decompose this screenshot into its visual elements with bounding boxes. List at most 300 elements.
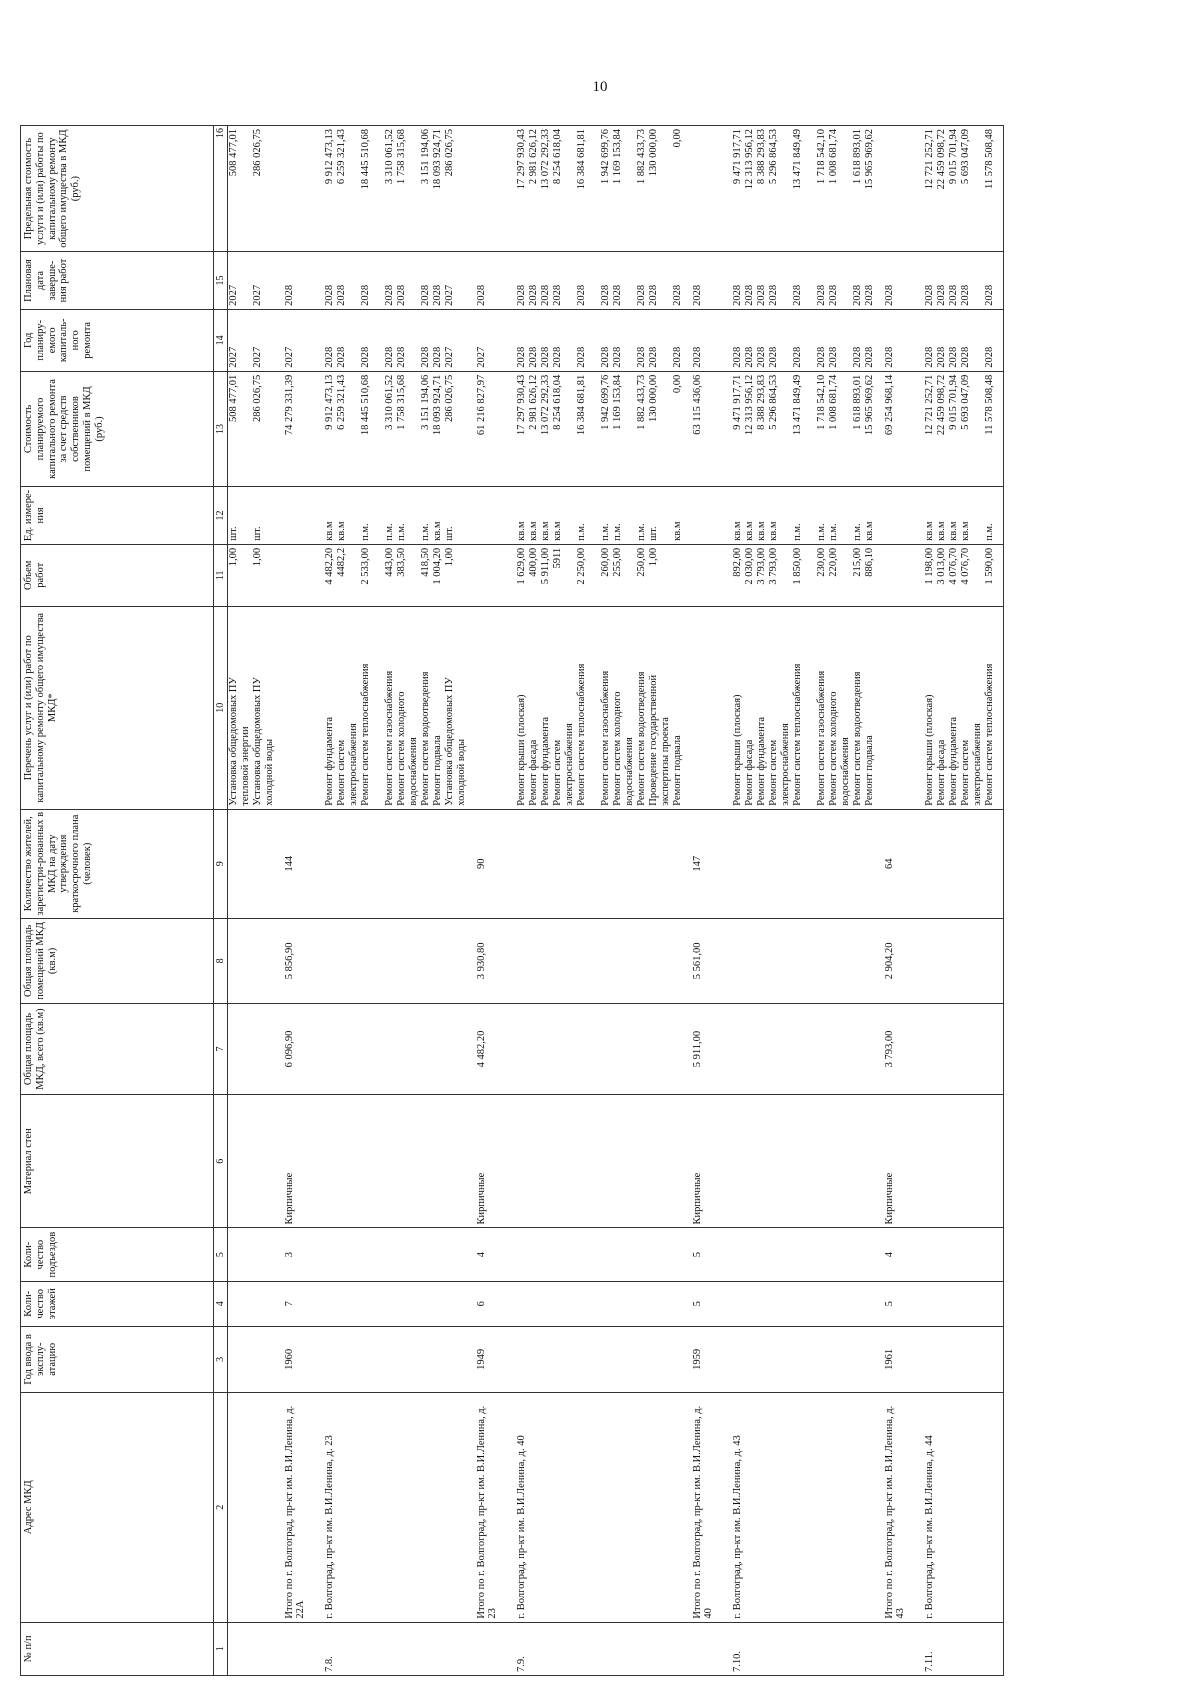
repair-year: 2028: [527, 346, 539, 368]
total-row: [284, 126, 324, 1676]
repair-year: 2027: [283, 346, 295, 368]
repair-year: [972, 313, 984, 368]
total-row: [884, 126, 924, 1676]
completion-date: [840, 255, 852, 306]
wall-material: Кирпичные: [284, 1094, 324, 1228]
work-item: электроснабжения: [971, 723, 983, 806]
work-item: Ремонт систем холодного: [827, 691, 839, 806]
work-volume: 1 850,00: [791, 547, 803, 585]
completion-date: 2028: [863, 284, 875, 306]
total-row: [692, 126, 732, 1676]
repair-year: [840, 313, 852, 368]
address: Итого по г. Волгоград, пр-кт им. В.И.Ленина, д. 23: [476, 1392, 516, 1622]
resident-count: 147: [692, 809, 732, 918]
unit-of-measure: [840, 490, 852, 541]
limit-cost: 22 459 098,72: [935, 129, 947, 190]
work-volume: [456, 548, 468, 603]
work-volume: 1,00: [443, 547, 455, 567]
work-item: Ремонт систем газоснабжения: [599, 670, 611, 806]
limit-cost-cell: [476, 126, 516, 252]
planned-cost: 5 296 864,53: [767, 374, 779, 430]
unit-of-measure-cell: [924, 487, 1004, 545]
work-item: Ремонт систем теплоснабжения: [359, 663, 371, 806]
work-volume-cell: [692, 544, 732, 606]
planned-cost: 1 718 542,10: [815, 374, 827, 430]
unit-of-measure: кв.м: [539, 521, 551, 541]
work-item-cell: [924, 606, 1004, 809]
header-cell: Год планиру-емого капиталь-ного ремонта: [21, 309, 214, 371]
resident-count: [924, 809, 1004, 918]
completion-date: 2028: [755, 284, 767, 306]
work-volume: 4 076,70: [947, 547, 959, 585]
completion-date: [348, 255, 360, 306]
work-item: Ремонт систем газоснабжения: [815, 670, 827, 806]
unit-of-measure: кв.м: [323, 521, 335, 541]
row-number: [692, 1622, 732, 1675]
build-year: 1959: [692, 1326, 732, 1392]
planned-cost: 69 254 968,14: [883, 374, 895, 436]
column-number: 6: [214, 1094, 228, 1228]
header-cell: Ед. измере-ния: [21, 487, 214, 545]
completion-date: 2028: [767, 284, 779, 306]
floor-count: 6: [476, 1281, 516, 1326]
planned-cost: [840, 375, 852, 483]
planned-cost-cell: [516, 371, 692, 486]
planned-cost: 9 015 701,94: [947, 374, 959, 430]
work-item: Ремонт фундамента: [755, 716, 767, 806]
work-item: Ремонт крыши (плоская): [923, 694, 935, 806]
work-item-cell: [732, 606, 884, 809]
work-volume-cell: [324, 544, 476, 606]
floor-count: 7: [284, 1281, 324, 1326]
repair-year-cell: [284, 309, 324, 371]
unit-of-measure: [780, 490, 792, 541]
premises-area: [324, 918, 476, 1003]
work-item: Установка общедомовых ПУ: [252, 677, 264, 806]
completion-date: 2028: [827, 284, 839, 306]
work-volume: 230,00: [815, 547, 827, 577]
limit-cost: 0,00: [671, 129, 683, 148]
table-header-row: [21, 126, 214, 1676]
completion-date: [780, 255, 792, 306]
planned-cost-cell: [228, 371, 284, 486]
repair-year: 2028: [671, 346, 683, 368]
work-volume: [372, 548, 384, 603]
work-volume: 4 076,70: [959, 547, 971, 585]
work-volume: [672, 548, 684, 603]
total-area: [324, 1004, 476, 1095]
work-volume-cell: [516, 544, 692, 606]
repair-year: 2028: [959, 346, 971, 368]
work-item: водоснабжения: [839, 737, 851, 806]
work-item: Ремонт систем водоотведения: [635, 671, 647, 806]
work-item-cell: [476, 606, 516, 809]
total-area: [228, 1004, 284, 1095]
floor-count: 5: [692, 1281, 732, 1326]
work-item: [372, 610, 384, 806]
limit-cost: 508 477,01: [228, 129, 240, 177]
resident-count: [732, 809, 884, 918]
row-number: 7.9.: [516, 1622, 692, 1675]
planned-cost: 2 981 626,12: [527, 374, 539, 430]
repair-year: 2028: [383, 346, 395, 368]
entrance-count: 3: [284, 1228, 324, 1281]
repair-year: 2028: [359, 346, 371, 368]
unit-of-measure: п.м.: [419, 523, 431, 541]
repair-year: 2028: [731, 346, 743, 368]
repair-year: 2028: [431, 346, 443, 368]
unit-of-measure: кв.м: [743, 521, 755, 541]
total-area: 3 793,00: [884, 1004, 924, 1095]
completion-date: 2028: [551, 284, 563, 306]
row-number: 7.8.: [324, 1622, 476, 1675]
premises-area: [228, 918, 284, 1003]
completion-date: 2028: [575, 284, 587, 306]
completion-date: 2028: [731, 284, 743, 306]
work-volume: 1 590,00: [983, 547, 995, 585]
completion-date: [240, 255, 252, 306]
planned-cost: 6 259 321,43: [335, 374, 347, 430]
completion-date: 2028: [515, 284, 527, 306]
work-item-cell: [228, 606, 284, 809]
completion-date: [408, 255, 420, 306]
row-number: 7.11.: [924, 1622, 1004, 1675]
planned-cost: [240, 375, 252, 483]
limit-cost: 18 445 510,68: [359, 129, 371, 190]
total-area: 6 096,90: [284, 1004, 324, 1095]
planned-cost: 63 115 436,06: [691, 374, 703, 435]
limit-cost: 11 578 508,48: [983, 129, 995, 189]
work-volume: 1,00: [252, 547, 264, 567]
limit-cost: 16 384 681,81: [575, 129, 587, 190]
work-volume: 2 533,00: [359, 547, 371, 585]
unit-of-measure: п.м.: [575, 523, 587, 541]
work-item: Проведение государственной: [647, 674, 659, 806]
work-item-cell: [692, 606, 732, 809]
work-item: водоснабжения: [623, 737, 635, 806]
planned-cost: 11 578 508,48: [983, 374, 995, 435]
build-year: [324, 1326, 476, 1392]
entrance-count: [732, 1228, 884, 1281]
planned-cost-cell: [324, 371, 476, 486]
limit-cost: 3 310 061,52: [383, 129, 395, 185]
planned-cost: 286 026,75: [252, 374, 264, 423]
unit-of-measure: п.м.: [383, 523, 395, 541]
wall-material: Кирпичные: [692, 1094, 732, 1228]
completion-date: 2027: [443, 284, 455, 306]
build-year: 1960: [284, 1326, 324, 1392]
repair-year: [348, 313, 360, 368]
work-item: Ремонт систем: [335, 739, 347, 806]
work-volume: 3 013,00: [935, 547, 947, 585]
repair-year: 2028: [691, 346, 703, 368]
work-volume: 3 793,00: [755, 547, 767, 585]
planned-cost: 3 151 194,06: [419, 374, 431, 430]
unit-of-measure: кв.м: [863, 521, 875, 541]
repair-year-cell: [692, 309, 732, 371]
address: г. Волгоград, пр-кт им. В.И.Ленина, д. 43: [732, 1392, 884, 1622]
row-number: [884, 1622, 924, 1675]
unit-of-measure: п.м.: [791, 523, 803, 541]
limit-cost: 9 015 701,94: [947, 129, 959, 185]
planned-cost: 9 912 473,13: [323, 374, 335, 430]
repair-year-cell: [324, 309, 476, 371]
header-cell: Коли-чество этажей: [21, 1281, 214, 1326]
work-item: Ремонт систем: [551, 739, 563, 806]
rotated-table-container: [20, 125, 1160, 1676]
work-item: Ремонт фундамента: [323, 716, 335, 806]
build-year: [732, 1326, 884, 1392]
work-volume: 260,00: [599, 547, 611, 577]
repair-year: [780, 313, 792, 368]
planned-cost: 8 254 618,04: [551, 374, 563, 430]
limit-cost: 1 008 681,74: [827, 129, 839, 185]
work-volume: 1,00: [228, 547, 240, 567]
planned-cost: [780, 375, 792, 483]
completion-date: 2028: [851, 284, 863, 306]
limit-cost: 18 093 924,71: [431, 129, 443, 190]
unit-of-measure: кв.м: [935, 521, 947, 541]
repair-year: 2027: [252, 346, 264, 368]
planned-cost: 61 216 827,97: [475, 374, 487, 436]
completion-date: 2028: [983, 284, 995, 306]
limit-cost: 1 169 153,84: [611, 129, 623, 185]
unit-of-measure-cell: [228, 487, 284, 545]
limit-cost: 5 693 047,09: [959, 129, 971, 185]
completion-date: 2028: [283, 284, 295, 306]
work-volume-cell: [228, 544, 284, 606]
address: Итого по г. Волгоград, пр-кт им. В.И.Ленина, д. 40: [692, 1392, 732, 1622]
planned-cost: 0,00: [671, 374, 683, 394]
work-item: Ремонт систем водоотведения: [419, 671, 431, 806]
unit-of-measure: [972, 490, 984, 541]
work-volume: [408, 548, 420, 603]
work-volume: 1,00: [647, 547, 659, 567]
repair-year: 2028: [515, 346, 527, 368]
work-item: Ремонт систем: [959, 739, 971, 806]
repair-year: 2028: [983, 346, 995, 368]
unit-of-measure-cell: [884, 487, 924, 545]
work-item: Ремонт систем водоотведения: [851, 671, 863, 806]
completion-date: 2028: [743, 284, 755, 306]
planned-cost: 1 942 699,76: [599, 374, 611, 430]
work-volume: 2 030,00: [743, 547, 755, 585]
wall-material: Кирпичные: [476, 1094, 516, 1228]
entrance-count: [516, 1228, 692, 1281]
repair-year: 2028: [335, 346, 347, 368]
wall-material: [732, 1094, 884, 1228]
table-body: [228, 126, 1004, 1676]
limit-cost: 12 313 956,12: [743, 129, 755, 190]
repair-year: 2028: [851, 346, 863, 368]
limit-cost: 13 072 292,33: [539, 129, 551, 190]
completion-date-cell: [924, 252, 1004, 310]
completion-date: 2028: [539, 284, 551, 306]
premises-area: [924, 918, 1004, 1003]
header-cell: Плановая дата заверше-ния работ: [21, 252, 214, 310]
address-row: [228, 126, 284, 1676]
planned-cost: [804, 375, 816, 483]
repair-year: [588, 313, 600, 368]
limit-cost-cell: [692, 126, 732, 252]
completion-date: 2028: [383, 284, 395, 306]
completion-date: [660, 255, 672, 306]
work-volume-cell: [884, 544, 924, 606]
planned-cost-cell: [924, 371, 1004, 486]
limit-cost: 9 912 473,13: [323, 129, 335, 185]
limit-cost: 8 388 293,83: [755, 129, 767, 185]
address-row: [516, 126, 692, 1676]
planned-cost: 130 000,00: [647, 374, 659, 423]
unit-of-measure: п.м.: [359, 523, 371, 541]
row-number: [476, 1622, 516, 1675]
planned-cost: 13 471 849,49: [791, 374, 803, 436]
wall-material: [516, 1094, 692, 1228]
completion-date: 2028: [431, 284, 443, 306]
repair-year-cell: [924, 309, 1004, 371]
work-volume-cell: [476, 544, 516, 606]
planned-cost: 5 693 047,09: [959, 374, 971, 430]
work-volume: [240, 548, 252, 603]
unit-of-measure: кв.м: [755, 521, 767, 541]
build-year: 1961: [884, 1326, 924, 1392]
repair-year: 2028: [551, 346, 563, 368]
total-area: [732, 1004, 884, 1095]
column-number: 3: [214, 1326, 228, 1392]
floor-count: [228, 1281, 284, 1326]
completion-date-cell: [324, 252, 476, 310]
completion-date: 2028: [671, 284, 683, 306]
planned-cost-cell: [884, 371, 924, 486]
unit-of-measure: п.м.: [395, 523, 407, 541]
planned-cost: 74 279 331,39: [283, 374, 295, 436]
completion-date-cell: [284, 252, 324, 310]
completion-date: 2028: [691, 284, 703, 306]
unit-of-measure: п.м.: [611, 523, 623, 541]
repair-year: [372, 313, 384, 368]
planned-cost-cell: [692, 371, 732, 486]
resident-count: [324, 809, 476, 918]
limit-cost: [372, 129, 384, 248]
work-item: электроснабжения: [779, 723, 791, 806]
floor-count: [516, 1281, 692, 1326]
work-item-cell: [324, 606, 476, 809]
planned-cost: 1 758 315,68: [395, 374, 407, 430]
limit-cost-cell: [924, 126, 1004, 252]
limit-cost: [564, 129, 576, 248]
unit-of-measure: кв.м: [335, 521, 347, 541]
limit-cost: [804, 129, 816, 248]
repair-year-cell: [476, 309, 516, 371]
address: г. Волгоград, пр-кт им. В.И.Ленина, д. 44: [924, 1392, 1004, 1622]
work-volume: 220,00: [827, 547, 839, 577]
work-item: Ремонт фасада: [935, 739, 947, 806]
work-volume: 1 629,00: [515, 547, 527, 585]
limit-cost: [660, 129, 672, 248]
column-number: 11: [214, 544, 228, 606]
entrance-count: [924, 1228, 1004, 1281]
planned-cost: 508 477,01: [228, 374, 240, 423]
unit-of-measure: [348, 490, 360, 541]
work-item: Ремонт подвала: [863, 735, 875, 806]
premises-area: 2 904,20: [884, 918, 924, 1003]
page-number: 10: [592, 79, 608, 95]
planned-cost: 12 721 252,71: [923, 374, 935, 436]
work-volume: 1 198,00: [923, 547, 935, 585]
unit-of-measure-cell: [732, 487, 884, 545]
repair-year: 2028: [575, 346, 587, 368]
limit-cost: 6 259 321,43: [335, 129, 347, 185]
unit-of-measure: кв.м: [515, 521, 527, 541]
limit-cost-cell: [324, 126, 476, 252]
unit-of-measure: кв.м: [431, 521, 443, 541]
row-number: [284, 1622, 324, 1675]
completion-date: 2028: [359, 284, 371, 306]
completion-date: 2028: [395, 284, 407, 306]
limit-cost-cell: [516, 126, 692, 252]
unit-of-measure: кв.м: [731, 521, 743, 541]
planned-cost: 9 471 917,71: [731, 374, 743, 430]
planned-cost: [624, 375, 636, 483]
work-volume: 892,00: [731, 547, 743, 577]
work-item-cell: [884, 606, 924, 809]
limit-cost: 15 965 969,62: [863, 129, 875, 190]
planned-cost-cell: [284, 371, 324, 486]
header-cell: Предельная стоимость услуги и (или) работы по капитальному ремонту общего имущества в МКД (руб.): [21, 126, 214, 252]
unit-of-measure: п.м.: [827, 523, 839, 541]
planned-cost: 15 965 969,62: [863, 374, 875, 436]
repair-year: 2028: [767, 346, 779, 368]
completion-date-cell: [476, 252, 516, 310]
work-volume: 3 793,00: [767, 547, 779, 585]
unit-of-measure: шт.: [252, 526, 264, 541]
limit-cost: [348, 129, 360, 248]
planned-cost: [348, 375, 360, 483]
limit-cost: 13 471 849,49: [791, 129, 803, 190]
completion-date: [264, 255, 276, 306]
repair-year-cell: [228, 309, 284, 371]
unit-of-measure: п.м.: [599, 523, 611, 541]
unit-of-measure-cell: [284, 487, 324, 545]
repair-year: [804, 313, 816, 368]
work-volume: [624, 548, 636, 603]
planned-cost: 16 384 681,81: [575, 374, 587, 436]
unit-of-measure: [408, 490, 420, 541]
work-volume: 443,00: [383, 547, 395, 577]
work-volume: [564, 548, 576, 603]
work-item: электроснабжения: [563, 723, 575, 806]
work-item: Ремонт фасада: [743, 739, 755, 806]
premises-area: 3 930,80: [476, 918, 516, 1003]
planned-cost: 1 882 433,73: [635, 374, 647, 430]
work-item: холодной воды: [264, 738, 276, 806]
completion-date: 2028: [883, 284, 895, 306]
address: [228, 1392, 284, 1622]
planned-cost: [972, 375, 984, 483]
work-item: Ремонт подвала: [431, 735, 443, 806]
work-volume: [348, 548, 360, 603]
completion-date: 2027: [252, 284, 264, 306]
unit-of-measure: п.м.: [635, 523, 647, 541]
limit-cost: [972, 129, 984, 248]
work-item: экспертизы проекта: [659, 717, 671, 806]
total-area: [516, 1004, 692, 1095]
limit-cost: [408, 129, 420, 248]
completion-date: 2028: [527, 284, 539, 306]
repair-year: [264, 313, 276, 368]
repair-year: [408, 313, 420, 368]
unit-of-measure: [264, 490, 276, 541]
